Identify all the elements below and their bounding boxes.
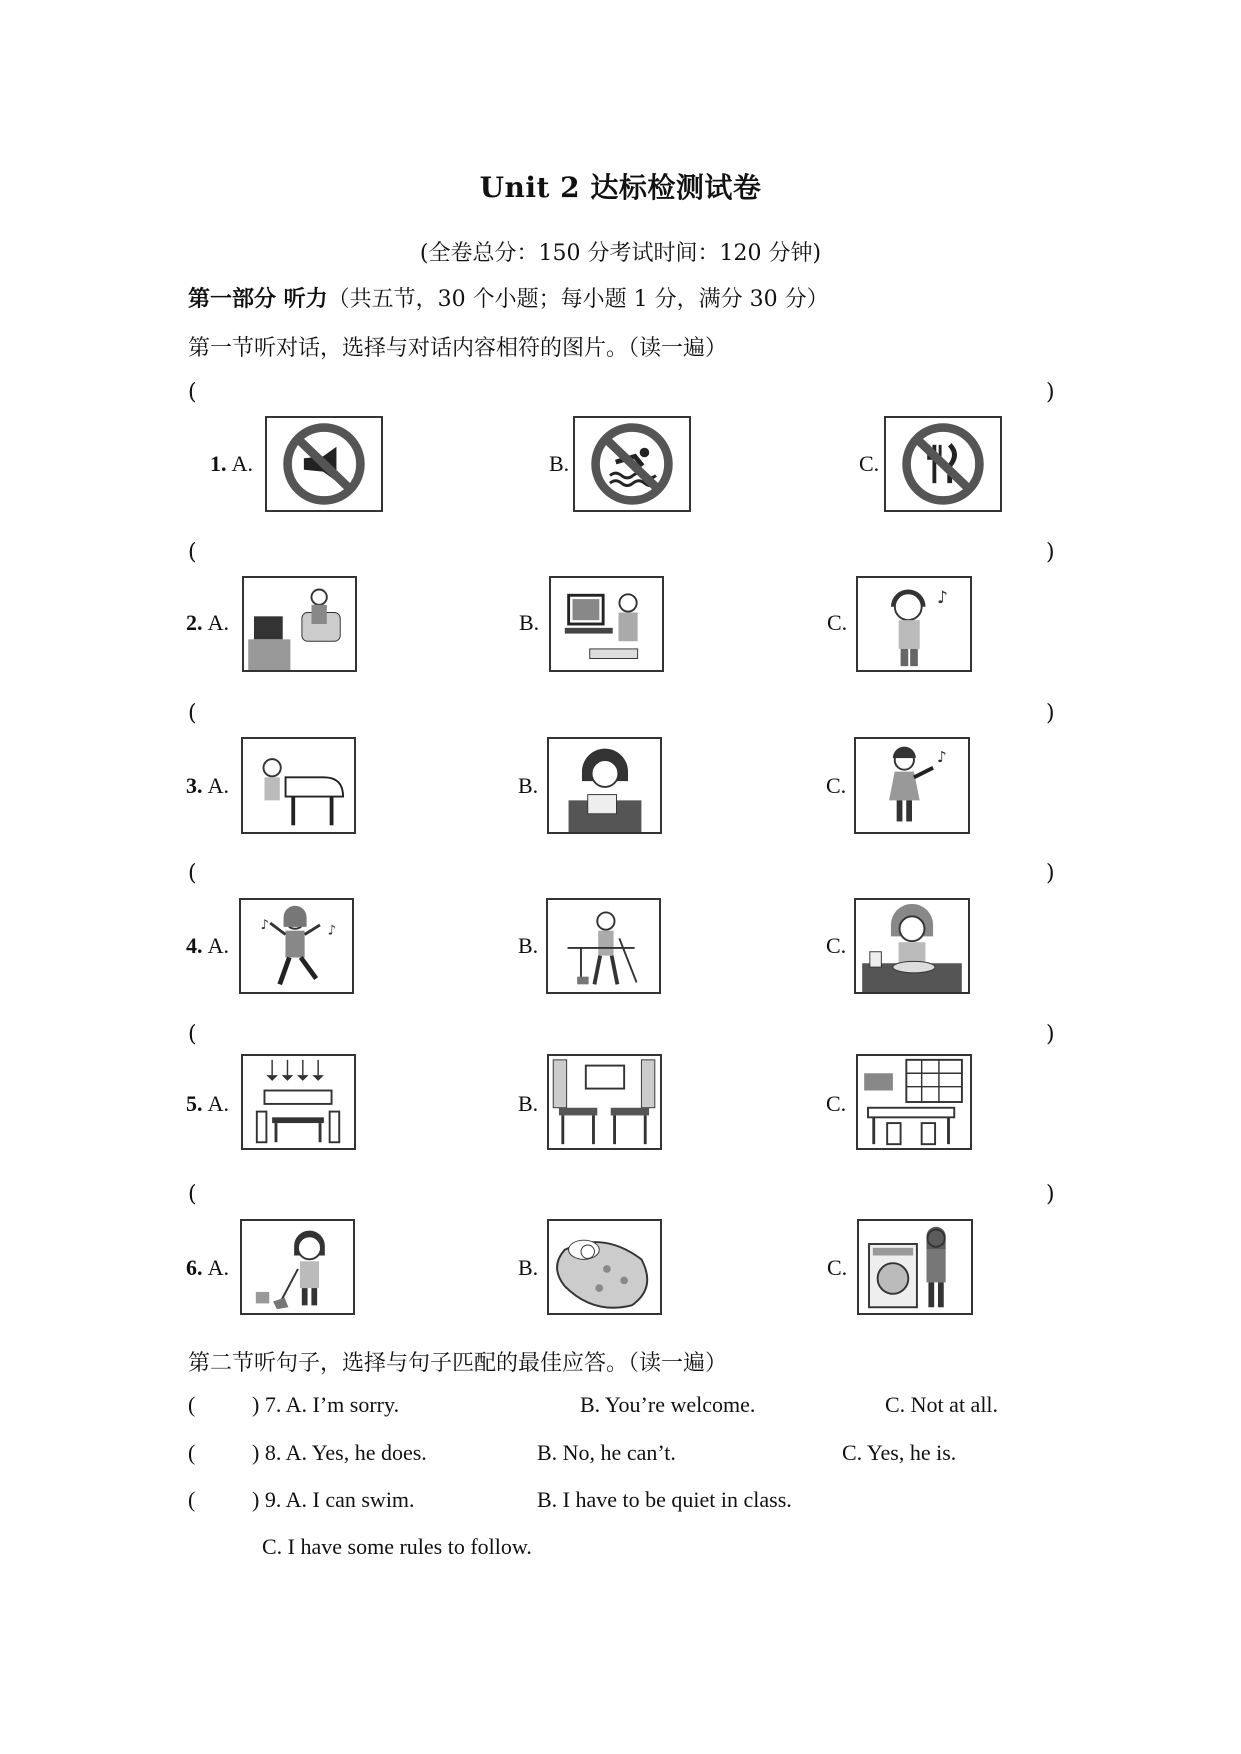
dancing-girl[interactable] [239,898,354,994]
svg-text:♪: ♪ [936,748,947,767]
question-1-label: 1. A. [210,451,253,476]
option-c: C. Not at all. [885,1392,999,1417]
dining-room[interactable] [241,1054,356,1150]
answer-paren-close: ) [1046,1182,1055,1207]
option-a: A. Yes, he does. [285,1440,427,1465]
answer-paren-close: ) [1046,540,1055,565]
option-label: C. [826,773,847,798]
sweeping-floor[interactable] [546,898,661,994]
option-label: B. [518,1091,539,1116]
option-label: C. [859,451,880,476]
option-c: C. I have some rules to follow. [262,1534,532,1559]
question-4-label: 4. A. [186,933,229,958]
option-label: B. [518,773,539,798]
option-a: A. I can swim. [285,1487,415,1512]
girl-sweeping[interactable] [240,1219,355,1315]
option-label: C. [826,1091,847,1116]
option-b: B. I have to be quiet in class. [537,1487,792,1512]
library-room[interactable] [856,1054,972,1150]
answer-paren-open: ( [188,1022,197,1047]
classroom[interactable] [547,1054,662,1150]
answer-paren-open: ( [188,1440,196,1465]
answer-paren-open: ( [188,380,197,405]
answer-paren-open: ( [188,540,197,565]
option-c: C. Yes, he is. [842,1440,957,1465]
answer-paren-open: ( [188,1392,196,1417]
answer-paren-open: ( [188,861,197,886]
using-computer[interactable] [549,576,664,672]
answer-paren-close: ) [1046,1022,1055,1047]
part1-heading [188,282,829,313]
exam-info: (全卷总分：150 分考试时间：120 分钟) [419,241,822,266]
option-b: B. No, he can’t. [537,1440,676,1465]
svg-text:♪: ♪ [260,917,270,933]
answer-paren-close: ) [1046,701,1055,726]
cooking-food[interactable] [854,898,970,994]
question-8: ) 8. A. Yes, he does. [252,1440,427,1465]
no-swimming-sign[interactable] [573,416,691,512]
part1-heading-bold: 第一部分 听力 [188,286,328,312]
option-label: B. [519,610,540,635]
part1-heading-rest: （共五节，30 个小题；每小题 1 分，满分 30 分） [327,287,829,312]
svg-text:♪: ♪ [327,923,337,939]
section2-instruction: 第二节听句子，选择与句子匹配的最佳应答。（读一遍） [188,1351,728,1376]
playing-piano[interactable] [241,737,356,834]
question-2-label: 2. A. [186,610,229,635]
sleeping-in-bed[interactable] [547,1219,662,1315]
option-label: C. [827,610,848,635]
section1-instruction: 第一节听对话，选择与对话内容相符的图片。（读一遍） [188,336,728,361]
question-3-label: 3. A. [186,773,229,798]
option-label: C. [826,933,847,958]
answer-paren-open: ( [188,1487,196,1512]
question-5-label: 5. A. [186,1091,229,1116]
page-title: Unit 2 达标检测试卷 [479,171,762,204]
option-label: C. [827,1255,848,1280]
option-b: B. You’re welcome. [580,1392,756,1417]
no-honking-sign[interactable] [265,416,383,512]
writing-homework[interactable] [547,737,662,834]
option-label: B. [549,451,570,476]
question-9: ) 9. A. I can swim. [252,1487,415,1512]
answer-paren-close: ) [1046,380,1055,405]
svg-text:♪: ♪ [937,587,949,608]
washing-machine[interactable] [857,1219,973,1315]
option-label: B. [518,1255,539,1280]
answer-paren-open: ( [188,1182,197,1207]
listening-music[interactable] [856,576,972,672]
option-label: B. [518,933,539,958]
answer-paren-close: ) [1046,861,1055,886]
playing-violin[interactable] [854,737,970,834]
watching-tv[interactable] [242,576,357,672]
question-6-label: 6. A. [186,1255,229,1280]
option-a: A. I’m sorry. [285,1392,400,1417]
question-7: ) 7. A. I’m sorry. [252,1392,400,1417]
answer-paren-open: ( [188,701,197,726]
no-eating-sign[interactable] [884,416,1002,512]
